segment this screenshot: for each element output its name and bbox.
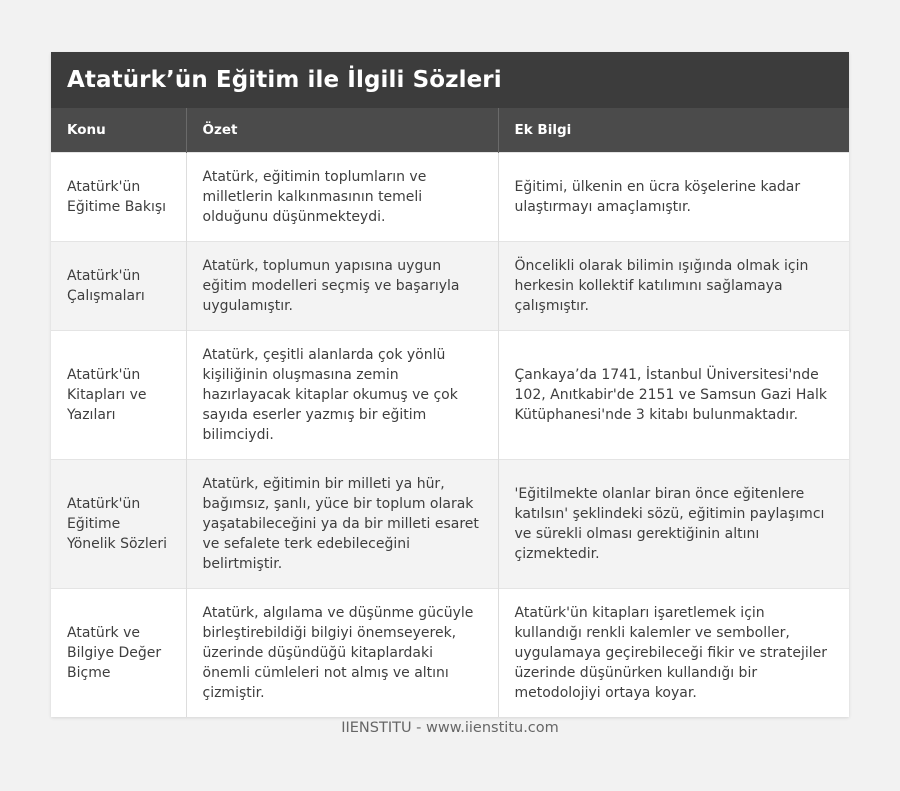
column-header-ek-bilgi: Ek Bilgi [498,108,849,153]
footer-credit: IIENSTITU - www.iienstitu.com [341,720,559,736]
cell-konu: Atatürk'ün Eğitime Bakışı [51,153,186,242]
cell-konu: Atatürk ve Bilgiye Değer Biçme [51,589,186,718]
cell-ek-bilgi: Çankaya’da 1741, İstanbul Üniversitesi'nde 102, Anıtkabir'de 2151 ve Samsun Gazi Halk Kütüphanesi'nde 3 kitabı bulunmaktadır. [498,331,849,460]
cell-ek-bilgi: Öncelikli olarak bilimin ışığında olmak için herkesin kollektif katılımını sağlamaya çalışmıştır. [498,242,849,331]
table-row [51,242,849,331]
table-row [51,589,849,718]
quotes-table [51,108,849,717]
cell-ek-bilgi: 'Eğitilmekte olanlar biran önce eğitenlere katılsın' şeklindeki sözü, eğitimin paylaşımcı ve sürekli olması gerektiğinin altını çizmektedir. [498,460,849,589]
table-card [51,52,849,717]
table-header-row [51,108,849,153]
table-row [51,153,849,242]
cell-konu: Atatürk'ün Kitapları ve Yazıları [51,331,186,460]
cell-ozet: Atatürk, eğitimin toplumların ve milletlerin kalkınmasının temeli olduğunu düşünmekteydi. [186,153,498,242]
table-row [51,331,849,460]
cell-ozet: Atatürk, toplumun yapısına uygun eğitim modelleri seçmiş ve başarıyla uygulamıştır. [186,242,498,331]
cell-ek-bilgi: Eğitimi, ülkenin en ücra köşelerine kadar ulaştırmayı amaçlamıştır. [498,153,849,242]
column-header-konu: Konu [51,108,186,153]
cell-ek-bilgi: Atatürk'ün kitapları işaretlemek için kullandığı renkli kalemler ve semboller, uygulamaya geçirebileceği fikir ve stratejiler üzerinde düşünürken kullandığı bir metodolojiyi ortaya koyar. [498,589,849,718]
cell-ozet: Atatürk, eğitimin bir milleti ya hür, bağımsız, şanlı, yüce bir toplum olarak yaşatabileceğini ya da bir milleti esaret ve sefalete terk edebileceğini belirtmiştir. [186,460,498,589]
cell-ozet: Atatürk, çeşitli alanlarda çok yönlü kişiliğinin oluşmasına zemin hazırlayacak kitaplar okumuş ve çok sayıda eserler yazmış bir eğitim bilimciydi. [186,331,498,460]
cell-ozet: Atatürk, algılama ve düşünme gücüyle birleştirebildiği bilgiyi önemseyerek, üzerinde düşündüğü kitaplardaki önemli cümleleri not almış ve altını çizmiştir. [186,589,498,718]
cell-konu: Atatürk'ün Eğitime Yönelik Sözleri [51,460,186,589]
cell-konu: Atatürk'ün Çalışmaları [51,242,186,331]
table-title: Atatürk’ün Eğitim ile İlgili Sözleri [51,52,849,108]
table-row [51,460,849,589]
column-header-ozet: Özet [186,108,498,153]
